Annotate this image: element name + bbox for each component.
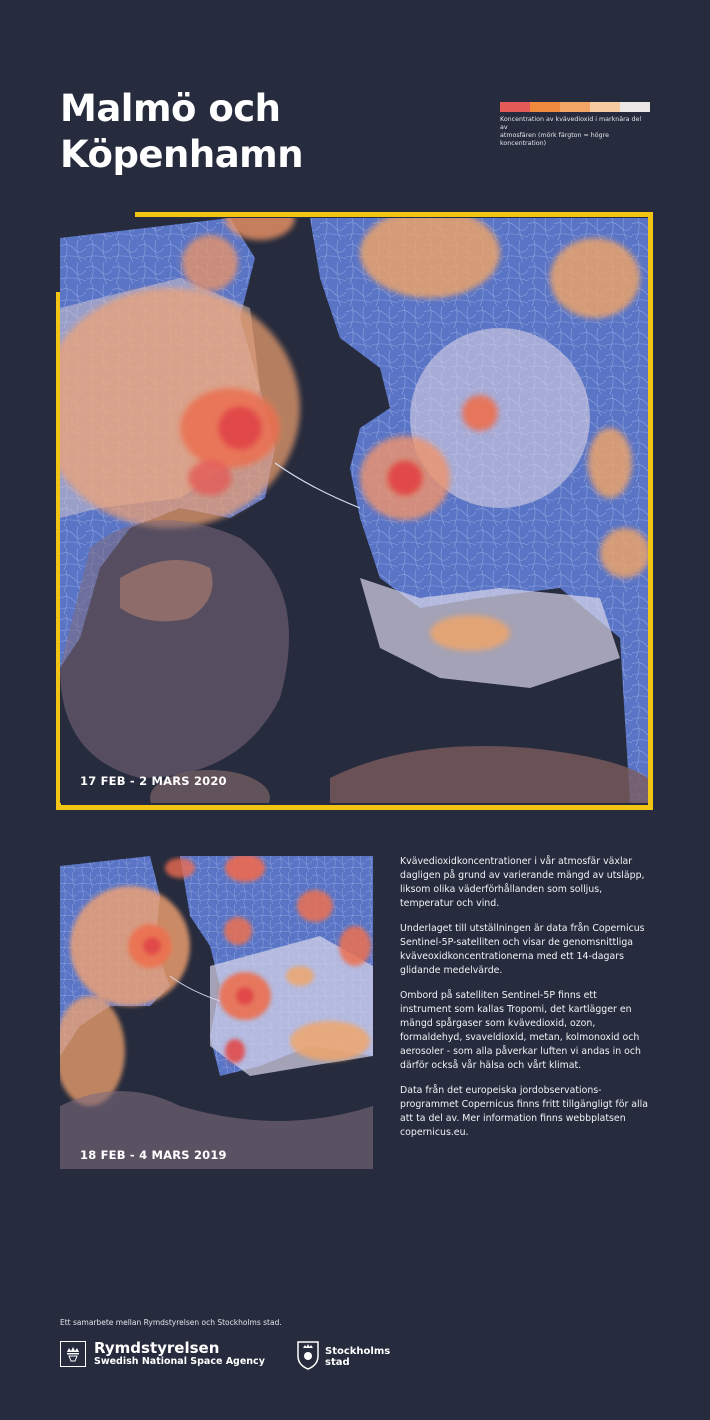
legend-color-scale	[500, 102, 650, 112]
rymdstyrelsen-logo	[60, 1340, 265, 1368]
map-2019-graphic	[60, 856, 373, 1169]
stockholms-stad-line2: stad	[325, 1357, 350, 1368]
description-paragraph: Kvävedioxidkoncentrationer i vår atmosfär växlar dagligen på grund av varierande mängd av utsläpp, liksom olika väderförhållanden som solljus, temperatur och vind.	[400, 856, 645, 909]
legend-swatch	[590, 102, 620, 112]
frame-top	[135, 212, 653, 217]
collaboration-note: Ett samarbete mellan Rymdstyrelsen och Stockholms stad.	[60, 1318, 282, 1327]
description	[400, 855, 650, 1151]
frame-right	[648, 212, 653, 810]
frame-bottom	[56, 805, 653, 810]
legend-caption: Koncentration av kvävedioxid i marknära del av atmosfären (mörk färgton = högre koncentration)	[500, 116, 642, 147]
map-2020-date: 17 FEB - 2 MARS 2020	[80, 774, 227, 788]
rymdstyrelsen-subtitle: Swedish National Space Agency	[94, 1356, 265, 1367]
legend-swatch	[500, 102, 530, 112]
concentration-legend	[500, 102, 650, 148]
crown-emblem-icon	[60, 1341, 86, 1367]
shield-emblem-icon	[296, 1340, 320, 1374]
legend-swatch	[620, 102, 650, 112]
rymdstyrelsen-name: Rymdstyrelsen	[94, 1339, 220, 1357]
description-paragraph: Ombord på satelliten Sentinel-5P finns ett instrument som kallas Tropomi, det kartlägger en mängd spårgaser som kvävedioxid, ozon, formaldehyd, svaveldioxid, metan, kolmonoxid och aerosoler - som alla påverkar luften vi andas in och därför också vår hälsa och vårt klimat.	[400, 990, 641, 1071]
legend-swatch	[560, 102, 590, 112]
map-2020-graphic	[60, 218, 648, 803]
stockholms-stad-line1: Stockholms	[325, 1346, 391, 1357]
map-2019	[60, 856, 373, 1169]
description-paragraph: Data från det europeiska jordobservations-programmet Copernicus finns fritt tillgängligt för alla att ta del av. Mer information finns webbplatsen copernicus.eu.	[400, 1085, 648, 1138]
legend-swatch	[530, 102, 560, 112]
description-paragraph: Underlaget till utställningen är data från Copernicus Sentinel-5P-satelliten och visar de genomsnittliga kväveoxidkoncentrationerna med ett 14-dagars glidande medelvärde.	[400, 923, 645, 976]
page-title: Malmö och Köpenhamn	[60, 87, 304, 176]
map-2019-date: 18 FEB - 4 MARS 2019	[80, 1148, 227, 1162]
map-2020	[60, 218, 648, 803]
stockholms-stad-logo	[296, 1340, 390, 1374]
